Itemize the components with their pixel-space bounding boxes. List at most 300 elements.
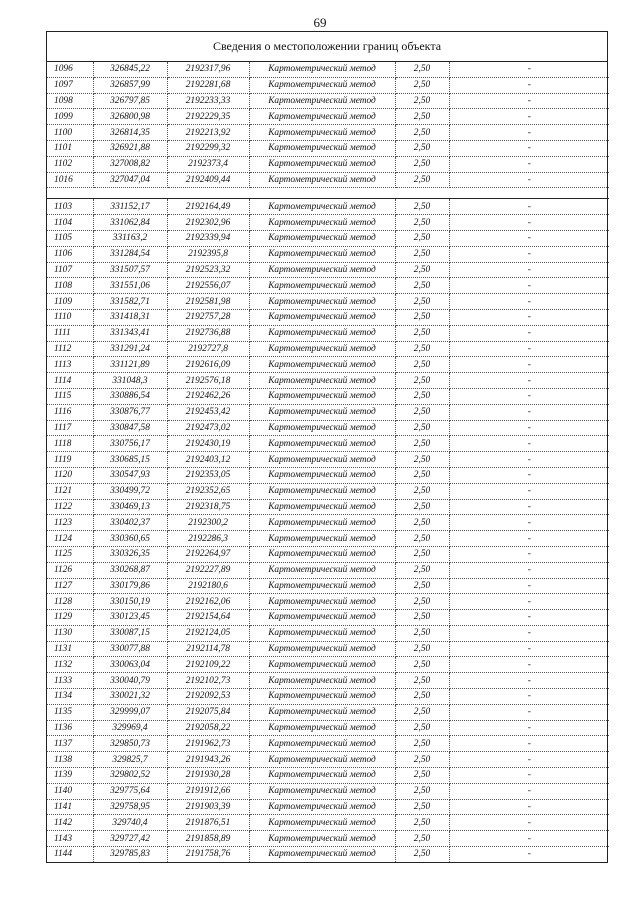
method-cell: Картометрический метод: [249, 93, 395, 109]
description-cell: -: [449, 736, 609, 752]
point-number-cell: 1120: [47, 467, 93, 483]
y-coordinate-cell: 2192352,65: [167, 483, 249, 499]
x-coordinate-cell: 331291,24: [93, 341, 167, 357]
x-coordinate-cell: 331048,3: [93, 373, 167, 389]
table-row: [47, 546, 609, 562]
group-separator-cell: [47, 188, 609, 199]
y-coordinate-cell: 2192395,8: [167, 246, 249, 262]
y-coordinate-cell: 2192616,09: [167, 357, 249, 373]
method-cell: Картометрический метод: [249, 720, 395, 736]
method-cell: Картометрический метод: [249, 246, 395, 262]
point-number-cell: 1123: [47, 515, 93, 531]
x-coordinate-cell: 330087,15: [93, 625, 167, 641]
method-cell: Картометрический метод: [249, 172, 395, 188]
method-cell: Картометрический метод: [249, 404, 395, 420]
accuracy-cell: 2,50: [395, 215, 449, 231]
point-number-cell: 1136: [47, 720, 93, 736]
description-cell: -: [449, 109, 609, 125]
description-cell: -: [449, 309, 609, 325]
description-cell: -: [449, 262, 609, 278]
description-cell: -: [449, 452, 609, 468]
coordinates-table: [47, 62, 609, 862]
table-row: [47, 172, 609, 188]
accuracy-cell: 2,50: [395, 799, 449, 815]
method-cell: Картометрический метод: [249, 562, 395, 578]
y-coordinate-cell: 2192453,42: [167, 404, 249, 420]
point-number-cell: 1134: [47, 689, 93, 705]
description-cell: -: [449, 341, 609, 357]
x-coordinate-cell: 330499,72: [93, 483, 167, 499]
table-row: [47, 610, 609, 626]
point-number-cell: 1119: [47, 452, 93, 468]
description-cell: -: [449, 815, 609, 831]
x-coordinate-cell: 326845,22: [93, 62, 167, 77]
point-number-cell: 1101: [47, 140, 93, 156]
point-number-cell: 1106: [47, 246, 93, 262]
method-cell: Картометрический метод: [249, 704, 395, 720]
point-number-cell: 1114: [47, 373, 93, 389]
table-row: [47, 278, 609, 294]
point-number-cell: 1131: [47, 641, 93, 657]
method-cell: Картометрический метод: [249, 357, 395, 373]
description-cell: -: [449, 156, 609, 172]
method-cell: Картометрический метод: [249, 752, 395, 768]
method-cell: Картометрический метод: [249, 77, 395, 93]
accuracy-cell: 2,50: [395, 230, 449, 246]
method-cell: Картометрический метод: [249, 452, 395, 468]
table-row: [47, 230, 609, 246]
y-coordinate-cell: 2192233,33: [167, 93, 249, 109]
method-cell: Картометрический метод: [249, 309, 395, 325]
table-row: [47, 641, 609, 657]
method-cell: Картометрический метод: [249, 341, 395, 357]
y-coordinate-cell: 2192318,75: [167, 499, 249, 515]
table-row: [47, 752, 609, 768]
description-cell: -: [449, 62, 609, 77]
description-cell: -: [449, 625, 609, 641]
description-cell: -: [449, 483, 609, 499]
point-number-cell: 1135: [47, 704, 93, 720]
point-number-cell: 1124: [47, 531, 93, 547]
table-row: [47, 736, 609, 752]
point-number-cell: 1100: [47, 125, 93, 141]
table-row: [47, 831, 609, 847]
point-number-cell: 1016: [47, 172, 93, 188]
point-number-cell: 1098: [47, 93, 93, 109]
x-coordinate-cell: 329999,07: [93, 704, 167, 720]
point-number-cell: 1142: [47, 815, 93, 831]
accuracy-cell: 2,50: [395, 546, 449, 562]
accuracy-cell: 2,50: [395, 93, 449, 109]
description-cell: -: [449, 357, 609, 373]
table-row: [47, 125, 609, 141]
method-cell: Картометрический метод: [249, 610, 395, 626]
table-row: [47, 562, 609, 578]
table-row: [47, 499, 609, 515]
description-cell: -: [449, 768, 609, 784]
method-cell: Картометрический метод: [249, 531, 395, 547]
description-cell: -: [449, 657, 609, 673]
accuracy-cell: 2,50: [395, 294, 449, 310]
x-coordinate-cell: 330021,32: [93, 689, 167, 705]
point-number-cell: 1097: [47, 77, 93, 93]
accuracy-cell: 2,50: [395, 641, 449, 657]
x-coordinate-cell: 329969,4: [93, 720, 167, 736]
point-number-cell: 1103: [47, 199, 93, 215]
description-cell: -: [449, 689, 609, 705]
point-number-cell: 1118: [47, 436, 93, 452]
y-coordinate-cell: 2191962,73: [167, 736, 249, 752]
x-coordinate-cell: 330268,87: [93, 562, 167, 578]
accuracy-cell: 2,50: [395, 436, 449, 452]
table-row: [47, 140, 609, 156]
x-coordinate-cell: 331582,71: [93, 294, 167, 310]
coordinates-table-body: [47, 62, 609, 862]
table-row: [47, 783, 609, 799]
x-coordinate-cell: 330123,45: [93, 610, 167, 626]
accuracy-cell: 2,50: [395, 831, 449, 847]
method-cell: Картометрический метод: [249, 62, 395, 77]
description-cell: -: [449, 388, 609, 404]
x-coordinate-cell: 331551,06: [93, 278, 167, 294]
y-coordinate-cell: 2192092,53: [167, 689, 249, 705]
description-cell: -: [449, 93, 609, 109]
accuracy-cell: 2,50: [395, 847, 449, 862]
point-number-cell: 1138: [47, 752, 93, 768]
y-coordinate-cell: 2192180,6: [167, 578, 249, 594]
accuracy-cell: 2,50: [395, 768, 449, 784]
point-number-cell: 1111: [47, 325, 93, 341]
point-number-cell: 1143: [47, 831, 93, 847]
point-number-cell: 1109: [47, 294, 93, 310]
table-row: [47, 531, 609, 547]
description-cell: -: [449, 215, 609, 231]
y-coordinate-cell: 2192523,32: [167, 262, 249, 278]
table-row: [47, 388, 609, 404]
table-title: Сведения о местоположении границ объекта: [47, 32, 607, 62]
table-row: [47, 799, 609, 815]
point-number-cell: 1125: [47, 546, 93, 562]
y-coordinate-cell: 2192109,22: [167, 657, 249, 673]
method-cell: Картометрический метод: [249, 125, 395, 141]
y-coordinate-cell: 2192576,18: [167, 373, 249, 389]
x-coordinate-cell: 330040,79: [93, 673, 167, 689]
accuracy-cell: 2,50: [395, 815, 449, 831]
x-coordinate-cell: 331062,84: [93, 215, 167, 231]
table-row: [47, 657, 609, 673]
table-row: [47, 357, 609, 373]
x-coordinate-cell: 329758,95: [93, 799, 167, 815]
point-number-cell: 1107: [47, 262, 93, 278]
y-coordinate-cell: 2192227,89: [167, 562, 249, 578]
description-cell: -: [449, 125, 609, 141]
y-coordinate-cell: 2192075,84: [167, 704, 249, 720]
method-cell: Картометрический метод: [249, 388, 395, 404]
y-coordinate-cell: 2192229,35: [167, 109, 249, 125]
accuracy-cell: 2,50: [395, 594, 449, 610]
description-cell: -: [449, 230, 609, 246]
y-coordinate-cell: 2191876,51: [167, 815, 249, 831]
y-coordinate-cell: 2191903,39: [167, 799, 249, 815]
accuracy-cell: 2,50: [395, 404, 449, 420]
table-row: [47, 262, 609, 278]
point-number-cell: 1104: [47, 215, 93, 231]
x-coordinate-cell: 330326,35: [93, 546, 167, 562]
y-coordinate-cell: 2192164,49: [167, 199, 249, 215]
description-cell: -: [449, 373, 609, 389]
table-row: [47, 325, 609, 341]
method-cell: Картометрический метод: [249, 215, 395, 231]
y-coordinate-cell: 2191912,66: [167, 783, 249, 799]
y-coordinate-cell: 2191930,28: [167, 768, 249, 784]
x-coordinate-cell: 326797,85: [93, 93, 167, 109]
accuracy-cell: 2,50: [395, 357, 449, 373]
x-coordinate-cell: 329825,7: [93, 752, 167, 768]
method-cell: Картометрический метод: [249, 420, 395, 436]
x-coordinate-cell: 329785,83: [93, 847, 167, 862]
point-number-cell: 1099: [47, 109, 93, 125]
accuracy-cell: 2,50: [395, 388, 449, 404]
point-number-cell: 1110: [47, 309, 93, 325]
description-cell: -: [527, 849, 531, 860]
accuracy-cell: 2,50: [395, 657, 449, 673]
method-cell: Картометрический метод: [249, 499, 395, 515]
description-cell: -: [449, 720, 609, 736]
table-row: [47, 373, 609, 389]
point-number-cell: 1116: [47, 404, 93, 420]
x-coordinate-cell: 329775,64: [93, 783, 167, 799]
x-coordinate-cell: 330685,15: [93, 452, 167, 468]
description-cell: -: [449, 404, 609, 420]
point-number-cell: 1117: [47, 420, 93, 436]
point-number-cell: 1126: [47, 562, 93, 578]
x-coordinate-cell: 330469,13: [93, 499, 167, 515]
table-row: [47, 77, 609, 93]
x-coordinate-cell: 330876,77: [93, 404, 167, 420]
point-number-cell: 1127: [47, 578, 93, 594]
y-coordinate-cell: 2192339,94: [167, 230, 249, 246]
y-coordinate-cell: 2192124,05: [167, 625, 249, 641]
y-coordinate-cell: 2192736,88: [167, 325, 249, 341]
method-cell: Картометрический метод: [249, 483, 395, 499]
description-cell: -: [449, 294, 609, 310]
description-cell: -: [449, 172, 609, 188]
accuracy-cell: 2,50: [395, 515, 449, 531]
point-number-cell: 1139: [47, 768, 93, 784]
table-row: [47, 294, 609, 310]
description-cell: -: [449, 783, 609, 799]
point-number-cell: 1144: [47, 847, 93, 862]
method-cell: Картометрический метод: [249, 325, 395, 341]
x-coordinate-cell: 330179,86: [93, 578, 167, 594]
table-row: [47, 483, 609, 499]
point-number-cell: 1096: [47, 62, 93, 77]
description-cell: -: [449, 436, 609, 452]
accuracy-cell: 2,50: [395, 483, 449, 499]
accuracy-cell: 2,50: [395, 125, 449, 141]
x-coordinate-cell: 329740,4: [93, 815, 167, 831]
table-row: [47, 673, 609, 689]
method-cell: Картометрический метод: [249, 768, 395, 784]
method-cell: Картометрический метод: [249, 294, 395, 310]
y-coordinate-cell: 2192473,02: [167, 420, 249, 436]
point-number-cell: 1122: [47, 499, 93, 515]
accuracy-cell: 2,50: [395, 62, 449, 77]
y-coordinate-cell: 2192462,26: [167, 388, 249, 404]
point-number-cell: 1102: [47, 156, 93, 172]
x-coordinate-cell: 326814,35: [93, 125, 167, 141]
method-cell: Картометрический метод: [249, 262, 395, 278]
method-cell: Картометрический метод: [249, 515, 395, 531]
point-number-cell: 1141: [47, 799, 93, 815]
method-cell: Картометрический метод: [249, 641, 395, 657]
method-cell: Картометрический метод: [249, 578, 395, 594]
table-row: [47, 515, 609, 531]
table-row: [47, 704, 609, 720]
accuracy-cell: 2,50: [395, 736, 449, 752]
x-coordinate-cell: 330847,58: [93, 420, 167, 436]
table-row: [47, 625, 609, 641]
table-row: [47, 404, 609, 420]
method-cell: Картометрический метод: [249, 436, 395, 452]
y-coordinate-cell: 2192581,98: [167, 294, 249, 310]
accuracy-cell: 2,50: [395, 467, 449, 483]
description-cell: -: [449, 704, 609, 720]
y-coordinate-cell: 2192302,96: [167, 215, 249, 231]
table-row: [47, 594, 609, 610]
accuracy-cell: 2,50: [395, 783, 449, 799]
table-row: [47, 341, 609, 357]
accuracy-cell: 2,50: [395, 499, 449, 515]
table-row: [47, 768, 609, 784]
accuracy-cell: 2,50: [395, 562, 449, 578]
table-row: [47, 720, 609, 736]
description-cell: -: [449, 325, 609, 341]
accuracy-cell: 2,50: [395, 673, 449, 689]
description-cell: -: [449, 499, 609, 515]
accuracy-cell: 2,50: [395, 325, 449, 341]
method-cell: Картометрический метод: [249, 278, 395, 294]
accuracy-cell: 2,50: [395, 199, 449, 215]
x-coordinate-cell: 331163,2: [93, 230, 167, 246]
y-coordinate-cell: 2192102,73: [167, 673, 249, 689]
x-coordinate-cell: 330886,54: [93, 388, 167, 404]
x-coordinate-cell: 331507,57: [93, 262, 167, 278]
accuracy-cell: 2,50: [395, 109, 449, 125]
method-cell: Картометрический метод: [249, 546, 395, 562]
table-row: [47, 109, 609, 125]
method-cell: Картометрический метод: [249, 657, 395, 673]
y-coordinate-cell: 2192162,06: [167, 594, 249, 610]
description-cell: -: [449, 278, 609, 294]
method-cell: Картометрический метод: [249, 673, 395, 689]
y-coordinate-cell: 2192556,07: [167, 278, 249, 294]
description-cell: -: [449, 515, 609, 531]
method-cell: Картометрический метод: [249, 847, 395, 862]
x-coordinate-cell: 331284,54: [93, 246, 167, 262]
accuracy-cell: 2,50: [395, 77, 449, 93]
method-cell: Картометрический метод: [249, 140, 395, 156]
x-coordinate-cell: 329802,52: [93, 768, 167, 784]
accuracy-cell: 2,50: [395, 720, 449, 736]
x-coordinate-cell: 329727,42: [93, 831, 167, 847]
point-number-cell: 1128: [47, 594, 93, 610]
method-cell: Картометрический метод: [249, 783, 395, 799]
description-cell: -: [449, 594, 609, 610]
table-row: [47, 246, 609, 262]
table-row: [47, 436, 609, 452]
x-coordinate-cell: 330547,93: [93, 467, 167, 483]
table-row: [47, 420, 609, 436]
page-number: 69: [313, 15, 327, 30]
y-coordinate-cell: 2192286,3: [167, 531, 249, 547]
accuracy-cell: 2,50: [395, 373, 449, 389]
accuracy-cell: 2,50: [395, 172, 449, 188]
accuracy-cell: 2,50: [395, 610, 449, 626]
point-number-cell: 1132: [47, 657, 93, 673]
x-coordinate-cell: 330077,88: [93, 641, 167, 657]
method-cell: Картометрический метод: [249, 230, 395, 246]
description-cell: -: [449, 467, 609, 483]
x-coordinate-cell: 330150,19: [93, 594, 167, 610]
accuracy-cell: 2,50: [395, 341, 449, 357]
x-coordinate-cell: 330756,17: [93, 436, 167, 452]
point-number-cell: 1140: [47, 783, 93, 799]
table-row: [47, 847, 609, 862]
accuracy-cell: 2,50: [395, 156, 449, 172]
group-separator-row: [47, 188, 609, 199]
accuracy-cell: 2,50: [395, 452, 449, 468]
boundary-table-sheet: [46, 31, 608, 863]
description-cell: -: [449, 831, 609, 847]
y-coordinate-cell: 2192154,64: [167, 610, 249, 626]
table-row: [47, 815, 609, 831]
point-number-cell: 1113: [47, 357, 93, 373]
y-coordinate-cell: 2192281,68: [167, 77, 249, 93]
y-coordinate-cell: 2192430,19: [167, 436, 249, 452]
point-number-cell: 1105: [47, 230, 93, 246]
method-cell: Картометрический метод: [249, 467, 395, 483]
table-row: [47, 93, 609, 109]
table-row: [47, 215, 609, 231]
x-coordinate-cell: 330360,65: [93, 531, 167, 547]
y-coordinate-cell: 2192299,32: [167, 140, 249, 156]
y-coordinate-cell: 2191943,26: [167, 752, 249, 768]
table-row: [47, 689, 609, 705]
description-cell: -: [449, 673, 609, 689]
table-row: [47, 156, 609, 172]
accuracy-cell: 2,50: [395, 531, 449, 547]
y-coordinate-cell: 2192264,97: [167, 546, 249, 562]
x-coordinate-cell: 331343,41: [93, 325, 167, 341]
point-number-cell: 1137: [47, 736, 93, 752]
y-coordinate-cell: 2192317,96: [167, 62, 249, 77]
point-number-cell: 1130: [47, 625, 93, 641]
accuracy-cell: 2,50: [395, 246, 449, 262]
description-cell: -: [449, 420, 609, 436]
description-cell: -: [449, 752, 609, 768]
accuracy-cell: 2,50: [395, 752, 449, 768]
y-coordinate-cell: 2191758,76: [167, 847, 249, 862]
y-coordinate-cell: 2192757,28: [167, 309, 249, 325]
y-coordinate-cell: 2192058,22: [167, 720, 249, 736]
method-cell: Картометрический метод: [249, 156, 395, 172]
y-coordinate-cell: 2191858,89: [167, 831, 249, 847]
accuracy-cell: 2,50: [395, 420, 449, 436]
y-coordinate-cell: 2192353,05: [167, 467, 249, 483]
y-coordinate-cell: 2192213,92: [167, 125, 249, 141]
accuracy-cell: 2,50: [395, 704, 449, 720]
